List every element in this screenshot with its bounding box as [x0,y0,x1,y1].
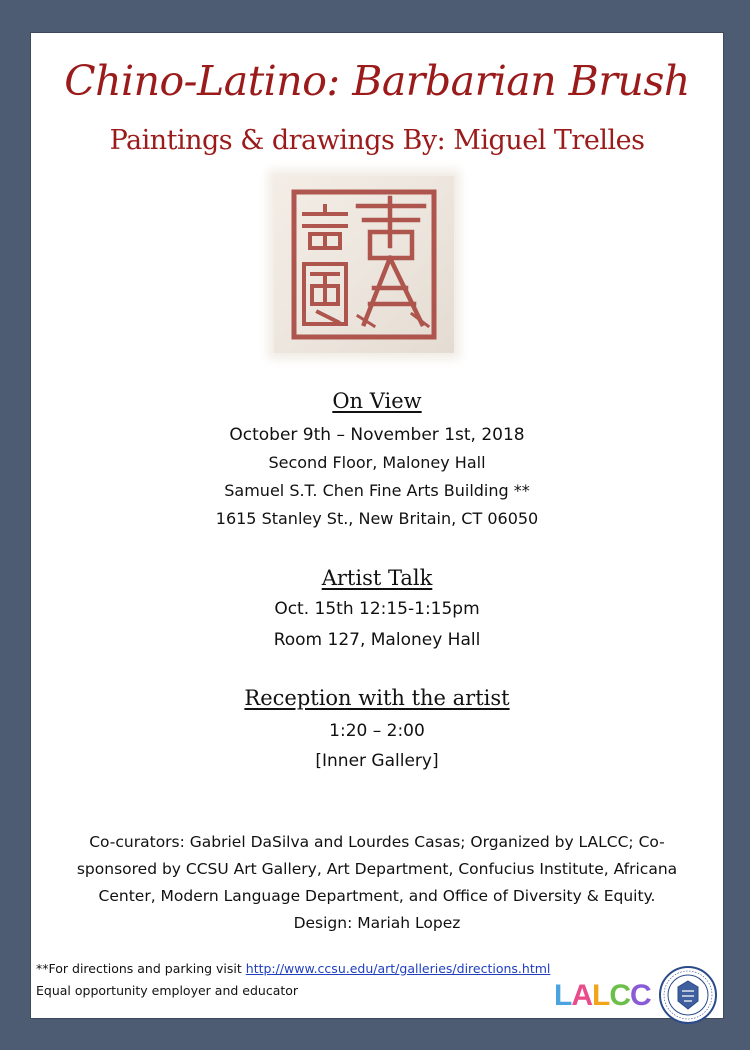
on-view-dates: October 9th – November 1st, 2018 [229,425,525,445]
lalcc-letter: L [592,979,610,1012]
reception-time: 1:20 – 2:00 [329,721,425,741]
directions-note [36,958,550,980]
on-view-location-2: Samuel S.T. Chen Fine Arts Building ** [224,481,530,500]
on-view-heading: On View [332,389,422,413]
directions-prefix: **For directions and parking visit [36,961,246,976]
directions-link[interactable]: http://www.ccsu.edu/art/galleries/directions.html [245,961,551,976]
poster-title: Chino-Latino: Barbarian Brush [64,57,690,105]
on-view-address: 1615 Stanley St., New Britain, CT 06050 [215,509,539,528]
artist-talk-room: Room 127, Maloney Hall [273,630,481,650]
lalcc-logo [554,979,651,1013]
lalcc-letter: A [571,979,592,1012]
lalcc-letter: L [554,979,572,1012]
equal-opportunity-note: Equal opportunity employer and educator [36,983,299,998]
credits-line-2: sponsored by CCSU Art Gallery, Art Department, Confucius Institute, Africana [76,860,678,878]
credits-line-4: Design: Mariah Lopez [293,914,461,932]
chinese-seal-stamp-icon [274,176,454,353]
credits [59,829,695,937]
on-view-location-1: Second Floor, Maloney Hall [268,453,486,472]
credits-line-3: Center, Modern Language Department, and Office of Diversity & Equity. [98,887,656,905]
reception-place: [Inner Gallery] [315,751,439,771]
artist-talk-heading: Artist Talk [321,566,433,590]
poster-subtitle: Paintings & drawings By: Miguel Trelles [109,125,645,156]
lalcc-letter: C [609,979,630,1012]
poster [30,32,724,1019]
lalcc-letter: C [630,979,651,1012]
credits-line-1: Co-curators: Gabriel DaSilva and Lourdes Casas; Organized by LALCC; Co- [89,833,665,851]
artist-talk-time: Oct. 15th 12:15-1:15pm [274,599,480,619]
reception-heading: Reception with the artist [244,686,510,710]
footer [36,958,550,1002]
university-seal-icon [658,965,718,1029]
